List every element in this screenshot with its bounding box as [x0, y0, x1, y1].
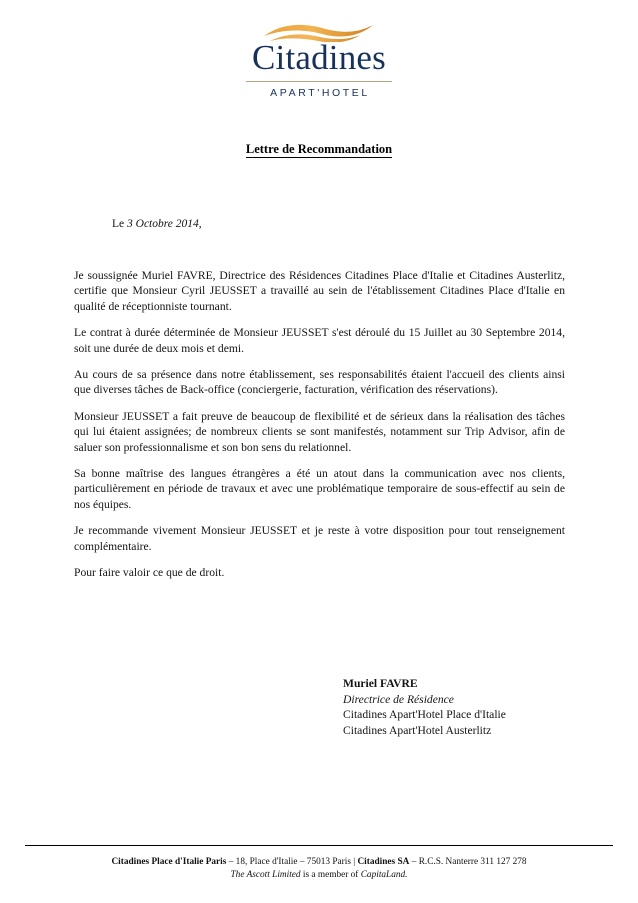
signature-role: Directrice de Résidence — [343, 692, 454, 706]
page-footer — [0, 856, 638, 881]
date-prefix: Le — [112, 218, 128, 230]
paragraph: Monsieur JEUSSET a fait preuve de beaucoup de flexibilité et de sérieux dans la réalisation des tâches qui lui étaient assignées; de nombreux clients se sont manifestés, notamment sur Trip Advisor, afin de saluer son professionnalisme et son bon sens du relationnel. — [74, 409, 565, 454]
footer-line-2 — [0, 869, 638, 882]
paragraph: Sa bonne maîtrise des langues étrangères a été un atout dans la communication avec nos clients, particulièrement en période de travaux et avec une problématique temporaire de sous-effectif au sein de nos équipes. — [74, 467, 565, 511]
signature-property-2: Citadines Apart'Hotel Austerlitz — [343, 723, 492, 737]
logo-divider — [246, 81, 392, 82]
logo-tagline: APART'HOTEL — [270, 87, 370, 99]
footer-membership-text: is a member of — [300, 869, 361, 880]
footer-group: CapitaLand. — [360, 869, 408, 880]
date-value: 3 Octobre 2014 — [127, 218, 199, 230]
footer-divider — [25, 845, 613, 846]
page-title — [0, 142, 638, 157]
footer-entity: Citadines SA — [357, 857, 410, 867]
footer-registration: – R.C.S. Nanterre 311 127 278 — [409, 857, 527, 867]
footer-line-1 — [0, 856, 638, 869]
logo-inner — [243, 22, 395, 99]
paragraph: Au cours de sa présence dans notre établissement, ses responsabilités étaient l'accueil des clients ainsi que diverses tâches de Back-office (conciergerie, facturation, vérification des réservations). — [74, 368, 565, 397]
brand-logo — [0, 22, 638, 101]
date-suffix: , — [198, 218, 202, 230]
letter-body — [74, 218, 565, 581]
footer-parent-company: The Ascott Limited — [230, 869, 301, 880]
paragraph: Pour faire valoir ce que de droit. — [74, 566, 225, 580]
signature-name: Muriel FAVRE — [343, 677, 418, 690]
logo-wordmark: Citadines — [251, 38, 386, 77]
paragraph: Je recommande vivement Monsieur JEUSSET et je reste à votre disposition pour tout renseignement complémentaire. — [74, 524, 565, 553]
page-title-text: Lettre de Recommandation — [245, 142, 393, 156]
signature-property-1: Citadines Apart'Hotel Place d'Italie — [343, 708, 506, 722]
paragraph: Le contrat à durée déterminée de Monsieur JEUSSET s'est déroulé du 15 Juillet au 30 Septembre 2014, soit une durée de deux mois et demi. — [74, 326, 565, 355]
footer-address: – 18, Place d'Italie – 75013 Paris | — [226, 857, 358, 867]
letter-date — [112, 218, 565, 230]
signature-block — [343, 676, 603, 738]
footer-company: Citadines Place d'Italie Paris — [111, 857, 227, 867]
paragraph: Je soussignée Muriel FAVRE, Directrice des Résidences Citadines Place d'Italie et Citadines Austerlitz, certifie que Monsieur Cyril JEUSSET a travaillé au sein de l'établissement Citadines Place d'Italie en qualité de réceptionniste tournant. — [74, 269, 565, 313]
